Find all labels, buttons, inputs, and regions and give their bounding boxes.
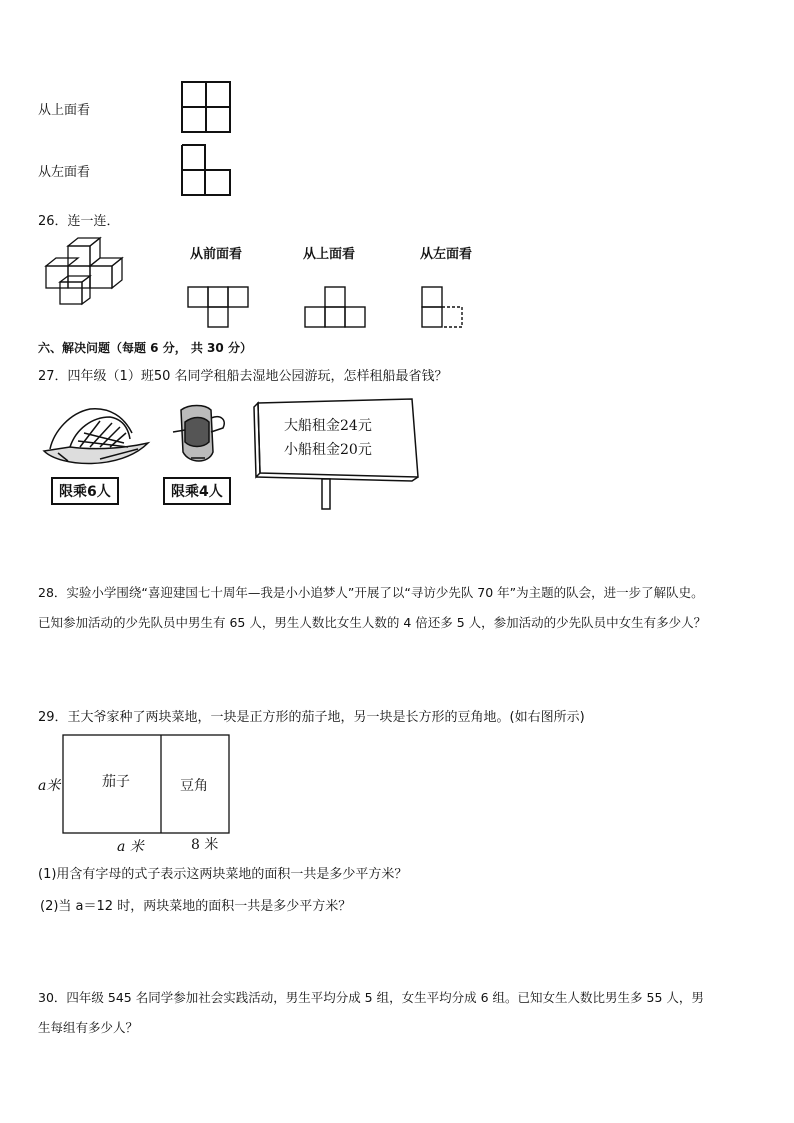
front-view-shape (186, 285, 252, 329)
q27-text: 27．四年级（1）班50 名同学租船去湿地公园游玩，怎样租船最省钱？ (38, 369, 448, 384)
q30-line2: 生每组有多少人？ (38, 1020, 139, 1035)
beans-plot-label: 豆角 (180, 778, 208, 794)
big-boat-icon (40, 403, 152, 471)
big-boat-limit: 限乘6人 (51, 477, 119, 505)
left-view-grid (180, 143, 232, 197)
bottom-a-label: a 米 (117, 839, 144, 855)
eggplant-plot-label: 茄子 (102, 774, 130, 790)
q30-line1: 30．四年级 545 名同学参加社会实践活动，男生平均分成 5 组，女生平均分成 6 组。已知女生人数比男生多 55 人，男 (38, 990, 704, 1005)
sign-line-big-boat: 大船租金24元 (284, 418, 372, 434)
q29-sub1: (1)用含有字母的式子表示这两块菜地的面积一共是多少平方米？ (38, 867, 408, 882)
view-left-label: 从左面看 (38, 165, 91, 180)
top-view-grid (180, 80, 232, 134)
small-boat-icon (165, 402, 235, 470)
left-view-shape (420, 285, 466, 329)
bottom-8-label: 8 米 (191, 837, 219, 853)
cube-stack-figure (42, 238, 132, 312)
small-boat-limit: 限乘4人 (163, 477, 231, 505)
top-view-shape (303, 285, 369, 329)
q26-title: 26．连一连． (38, 214, 120, 229)
view-left-heading: 从左面看 (420, 247, 473, 262)
q28-line2: 已知参加活动的少先队员中男生有 65 人，男生人数比女生人数的 4 倍还多 5 人，参加活动的少先队员中女生有多少人？ (38, 615, 707, 630)
view-top-label: 从上面看 (38, 103, 91, 118)
view-top-heading: 从上面看 (303, 247, 356, 262)
side-length-label: a米 (38, 778, 61, 794)
sign-line-small-boat: 小船租金20元 (284, 442, 372, 458)
q29-text: 29．王大爷家种了两块菜地，一块是正方形的茄子地，另一块是长方形的豆角地。(如右图所示) (38, 710, 585, 725)
q28-line1: 28．实验小学围绕“喜迎建国七十周年—我是小小追梦人”开展了以“寻访少先队 70 年”为主题的队会，进一步了解队史。 (38, 585, 704, 600)
view-front-heading: 从前面看 (190, 247, 243, 262)
section-6-title: 六、解决问题（每题 6 分， 共 30 分） (38, 341, 252, 355)
q29-sub2: (2)当 a＝12 时，两块菜地的面积一共是多少平方米？ (40, 899, 352, 914)
